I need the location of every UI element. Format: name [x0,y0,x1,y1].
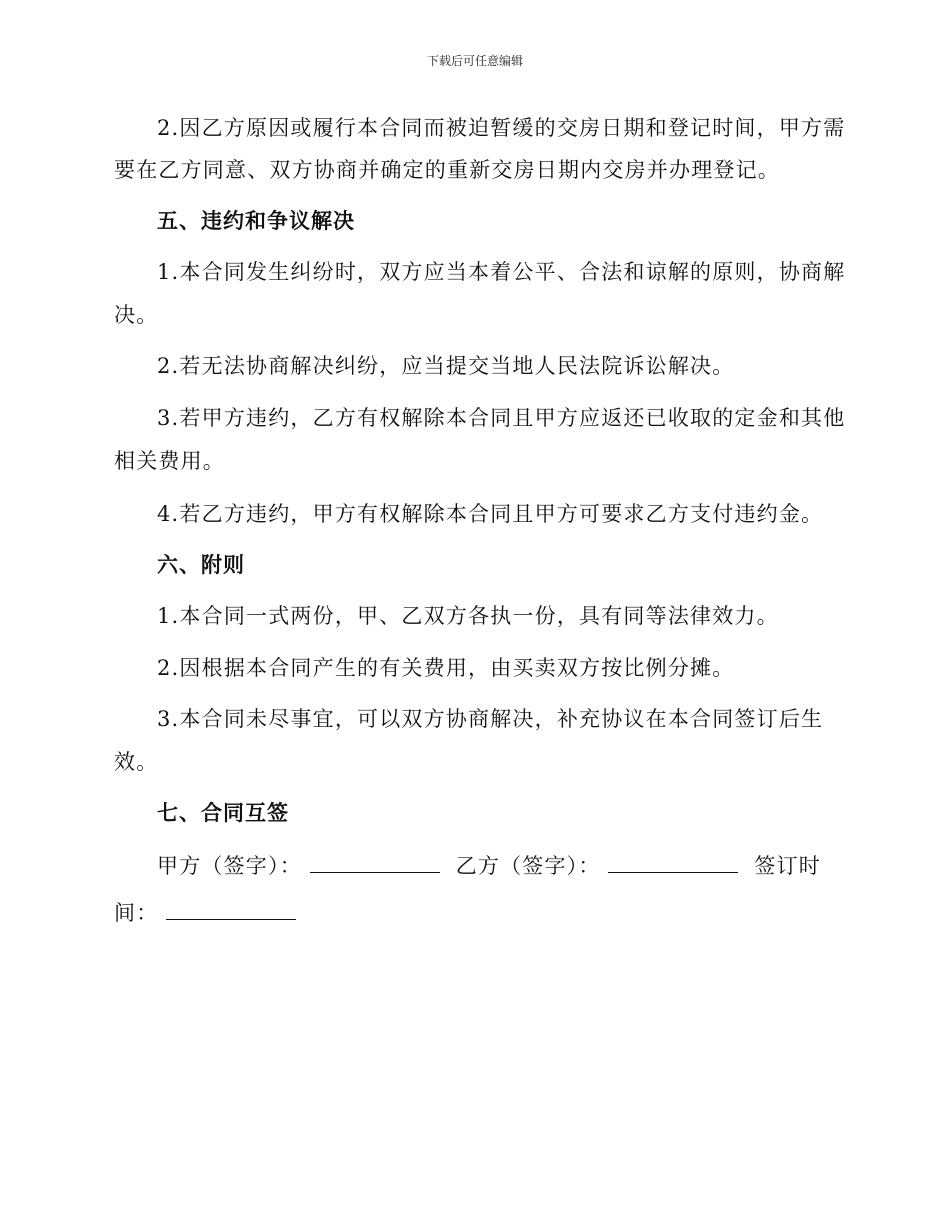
clause4-item2-line2: 要在乙方同意、双方协商并确定的重新交房日期内交房并办理登记。 [114,158,780,182]
party-a-signature-field[interactable] [310,850,440,873]
sign-time-label-part2: 间： [114,901,159,925]
party-a-label: 甲方（签字）： [157,854,302,878]
section5-item1-line1: 1.本合同发生纠纷时，双方应当本着公平、合法和谅解的原则，协商解 [157,260,846,284]
section7-title: 七、合同互签 [157,800,289,825]
section5-title: 五、违约和争议解决 [157,208,355,233]
section6-item3-line1: 3.本合同未尽事宜，可以双方协商解决，补充协议在本合同签订后生 [157,707,824,731]
signature-line-2 [114,897,834,928]
section5-item2: 2.若无法协商解决纠纷，应当提交当地人民法院诉讼解决。 [157,354,735,378]
section6-item2: 2.因根据本合同产生的有关费用，由买卖双方按比例分摊。 [157,656,735,680]
clause4-item2-line1: 2.因乙方原因或履行本合同而被迫暂缓的交房日期和登记时间，甲方需 [157,116,846,140]
section5-item1-line2: 决。 [114,303,159,327]
header-note: 下载后可任意编辑 [426,54,523,68]
section6-item1: 1.本合同一式两份，甲、乙双方各执一份，具有同等法律效力。 [157,604,779,628]
section6-title: 六、附则 [157,552,245,577]
sign-time-label-part1: 签订时 [754,854,821,878]
party-b-label: 乙方（签字）： [455,854,601,878]
section5-item3-line2: 相关费用。 [114,449,225,473]
signature-line-1 [157,850,877,881]
section5-item3-line1: 3.若甲方违约，乙方有权解除本合同且甲方应返还已收取的定金和其他 [157,406,846,430]
party-b-signature-field[interactable] [608,850,738,873]
section6-item3-line2: 效。 [114,750,159,774]
section5-item4: 4.若乙方违约，甲方有权解除本合同且甲方可要求乙方支付违约金。 [157,502,824,526]
sign-time-field[interactable] [166,897,296,920]
